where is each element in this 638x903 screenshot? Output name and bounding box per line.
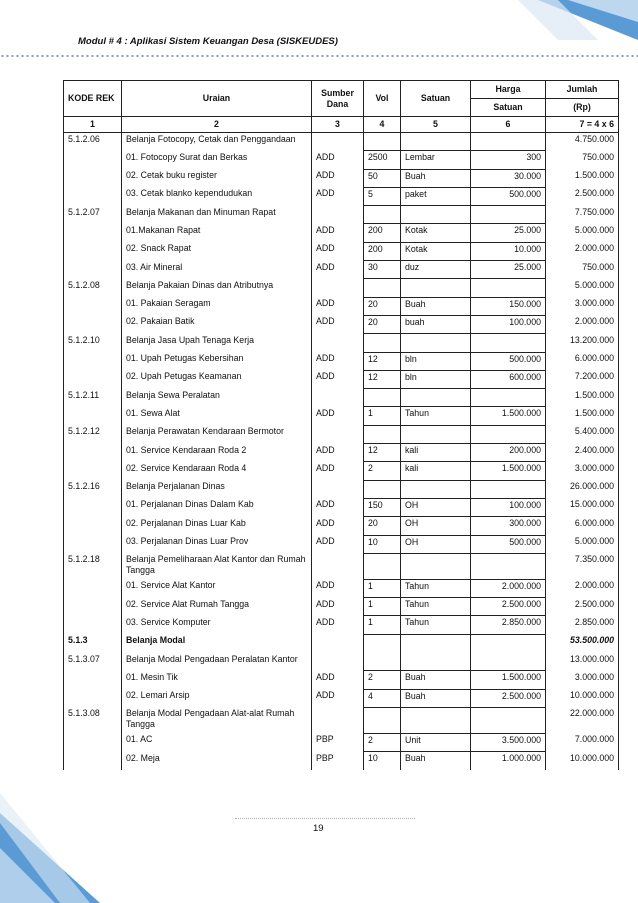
cell-sumber [312, 206, 364, 224]
cell-sumber: ADD [312, 616, 364, 634]
cell-uraian: Belanja Sewa Peralatan [122, 389, 312, 407]
cell-satuan: OH [401, 498, 471, 516]
num-1: 1 [64, 117, 122, 133]
cell-satuan: Kotak [401, 224, 471, 242]
cell-vol: 12 [364, 352, 401, 370]
cell-kode [64, 689, 122, 707]
cell-harga: 1.500.000 [471, 462, 546, 480]
cell-vol: 200 [364, 224, 401, 242]
cell-satuan: OH [401, 535, 471, 553]
cell-harga [471, 279, 546, 297]
cell-uraian: 01. Service Alat Kantor [122, 579, 312, 597]
cell-uraian: Belanja Fotocopy, Cetak dan Penggandaan [122, 133, 312, 151]
table-row [64, 315, 619, 333]
cell-kode [64, 535, 122, 553]
cell-jumlah: 7.000.000 [546, 733, 619, 751]
cell-vol: 12 [364, 370, 401, 388]
cell-harga [471, 334, 546, 352]
cell-satuan: Buah [401, 169, 471, 187]
cell-sumber: PBP [312, 752, 364, 770]
cell-sumber: ADD [312, 579, 364, 597]
cell-sumber [312, 279, 364, 297]
cell-jumlah: 53.500.000 [546, 634, 619, 652]
cell-harga: 2.000.000 [471, 579, 546, 597]
cell-sumber: ADD [312, 151, 364, 169]
cell-satuan [401, 206, 471, 224]
cell-harga: 1.000.000 [471, 752, 546, 770]
cell-uraian: 02. Lemari Arsip [122, 689, 312, 707]
cell-sumber: ADD [312, 462, 364, 480]
cell-harga [471, 206, 546, 224]
cell-satuan [401, 334, 471, 352]
cell-harga: 300 [471, 151, 546, 169]
cell-jumlah: 10.000.000 [546, 752, 619, 770]
cell-harga [471, 425, 546, 443]
table-row [64, 553, 619, 579]
table-row [64, 598, 619, 616]
cell-vol: 150 [364, 498, 401, 516]
cell-harga [471, 133, 546, 151]
cell-uraian: Belanja Makanan dan Minuman Rapat [122, 206, 312, 224]
cell-uraian: 02. Upah Petugas Keamanan [122, 370, 312, 388]
cell-kode: 5.1.2.12 [64, 425, 122, 443]
cell-uraian: 02. Meja [122, 752, 312, 770]
cell-vol: 5 [364, 187, 401, 205]
table-row [64, 498, 619, 516]
cell-jumlah: 3.000.000 [546, 462, 619, 480]
cell-satuan: Unit [401, 733, 471, 751]
cell-harga: 500.000 [471, 187, 546, 205]
cell-harga: 1.500.000 [471, 407, 546, 425]
cell-uraian: Belanja Modal [122, 634, 312, 652]
cell-uraian: 01. AC [122, 733, 312, 751]
table-row [64, 444, 619, 462]
cell-vol: 20 [364, 517, 401, 535]
cell-vol: 2 [364, 462, 401, 480]
num-4: 4 [364, 117, 401, 133]
cell-vol: 1 [364, 598, 401, 616]
table-row [64, 480, 619, 498]
cell-jumlah: 13.000.000 [546, 653, 619, 671]
cell-harga: 300.000 [471, 517, 546, 535]
cell-harga [471, 480, 546, 498]
cell-sumber: ADD [312, 535, 364, 553]
cell-kode: 5.1.2.10 [64, 334, 122, 352]
table-row [64, 370, 619, 388]
cell-satuan: paket [401, 187, 471, 205]
cell-harga [471, 653, 546, 671]
cell-kode: 5.1.2.11 [64, 389, 122, 407]
cell-harga: 1.500.000 [471, 671, 546, 689]
cell-kode [64, 733, 122, 751]
cell-harga: 200.000 [471, 444, 546, 462]
cell-jumlah: 10.000.000 [546, 689, 619, 707]
cell-kode [64, 297, 122, 315]
cell-sumber [312, 553, 364, 579]
cell-uraian: 02. Cetak buku register [122, 169, 312, 187]
cell-vol [364, 480, 401, 498]
cell-harga: 25.000 [471, 261, 546, 279]
cell-kode [64, 224, 122, 242]
cell-kode [64, 462, 122, 480]
cell-sumber [312, 389, 364, 407]
cell-harga: 2.500.000 [471, 598, 546, 616]
cell-satuan: Buah [401, 752, 471, 770]
cell-harga [471, 553, 546, 579]
cell-jumlah: 1.500.000 [546, 389, 619, 407]
corner-decoration-bottom [0, 793, 140, 903]
cell-kode: 5.1.2.18 [64, 553, 122, 579]
cell-vol: 10 [364, 535, 401, 553]
cell-vol: 12 [364, 444, 401, 462]
cell-vol [364, 279, 401, 297]
table-row [64, 634, 619, 652]
cell-jumlah: 22.000.000 [546, 707, 619, 733]
table-row [64, 689, 619, 707]
col-harga: Harga [471, 81, 546, 99]
cell-jumlah: 4.750.000 [546, 133, 619, 151]
cell-uraian: 01. Perjalanan Dinas Dalam Kab [122, 498, 312, 516]
cell-satuan: Tahun [401, 616, 471, 634]
table-row [64, 462, 619, 480]
cell-jumlah: 2.000.000 [546, 315, 619, 333]
cell-jumlah: 1.500.000 [546, 407, 619, 425]
cell-vol: 1 [364, 616, 401, 634]
cell-satuan [401, 389, 471, 407]
corner-decoration-top [498, 0, 638, 40]
cell-vol: 30 [364, 261, 401, 279]
col-jumlah-rp: (Rp) [546, 99, 619, 117]
table-row [64, 206, 619, 224]
table-row [64, 535, 619, 553]
cell-vol: 1 [364, 579, 401, 597]
cell-kode: 5.1.2.07 [64, 206, 122, 224]
table-row [64, 261, 619, 279]
cell-satuan [401, 279, 471, 297]
cell-uraian: Belanja Pakaian Dinas dan Atributnya [122, 279, 312, 297]
cell-uraian: 01. Upah Petugas Kebersihan [122, 352, 312, 370]
table-row [64, 187, 619, 205]
cell-kode: 5.1.3.08 [64, 707, 122, 733]
cell-vol [364, 707, 401, 733]
cell-uraian: Belanja Perjalanan Dinas [122, 480, 312, 498]
table-row [64, 425, 619, 443]
table-row [64, 297, 619, 315]
footer-divider [235, 818, 415, 819]
cell-jumlah: 7.350.000 [546, 553, 619, 579]
cell-sumber: ADD [312, 187, 364, 205]
cell-vol [364, 425, 401, 443]
cell-satuan: Tahun [401, 598, 471, 616]
cell-vol [364, 389, 401, 407]
cell-sumber [312, 334, 364, 352]
table-row [64, 169, 619, 187]
cell-jumlah: 2.500.000 [546, 598, 619, 616]
column-numbering-row [64, 117, 619, 133]
cell-uraian: 02. Snack Rapat [122, 242, 312, 260]
col-sumber-dana: Sumber Dana [312, 81, 364, 117]
cell-vol [364, 334, 401, 352]
num-3: 3 [312, 117, 364, 133]
cell-kode: 5.1.2.08 [64, 279, 122, 297]
table-row [64, 242, 619, 260]
cell-sumber: ADD [312, 352, 364, 370]
cell-sumber [312, 634, 364, 652]
cell-satuan: buah [401, 315, 471, 333]
cell-jumlah: 2.000.000 [546, 242, 619, 260]
cell-jumlah: 7.200.000 [546, 370, 619, 388]
table-row [64, 707, 619, 733]
cell-vol: 200 [364, 242, 401, 260]
cell-satuan: OH [401, 517, 471, 535]
cell-sumber: PBP [312, 733, 364, 751]
cell-sumber: ADD [312, 315, 364, 333]
cell-sumber: ADD [312, 224, 364, 242]
cell-kode [64, 187, 122, 205]
cell-kode [64, 261, 122, 279]
cell-kode [64, 169, 122, 187]
cell-vol: 20 [364, 315, 401, 333]
cell-satuan: Buah [401, 671, 471, 689]
cell-vol [364, 133, 401, 151]
cell-vol: 2 [364, 733, 401, 751]
cell-uraian: 03. Cetak blanko kependudukan [122, 187, 312, 205]
cell-harga: 100.000 [471, 498, 546, 516]
cell-satuan: bln [401, 352, 471, 370]
cell-uraian: 01. Service Kendaraan Roda 2 [122, 444, 312, 462]
cell-kode: 5.1.2.06 [64, 133, 122, 151]
cell-uraian: 01.Makanan Rapat [122, 224, 312, 242]
cell-kode [64, 444, 122, 462]
col-jumlah: Jumlah [546, 81, 619, 99]
cell-sumber: ADD [312, 261, 364, 279]
cell-uraian: 02. Service Kendaraan Roda 4 [122, 462, 312, 480]
cell-uraian: Belanja Modal Pengadaan Peralatan Kantor [122, 653, 312, 671]
cell-jumlah: 7.750.000 [546, 206, 619, 224]
col-vol: Vol [364, 81, 401, 117]
cell-uraian: 02. Perjalanan Dinas Luar Kab [122, 517, 312, 535]
cell-harga: 10.000 [471, 242, 546, 260]
cell-sumber: ADD [312, 407, 364, 425]
cell-sumber [312, 653, 364, 671]
cell-kode [64, 517, 122, 535]
cell-kode [64, 352, 122, 370]
col-kode-rek: KODE REK [64, 81, 122, 117]
table-row [64, 752, 619, 770]
cell-harga: 100.000 [471, 315, 546, 333]
cell-kode [64, 407, 122, 425]
cell-satuan: kali [401, 462, 471, 480]
cell-vol: 20 [364, 297, 401, 315]
cell-uraian: 03. Perjalanan Dinas Luar Prov [122, 535, 312, 553]
cell-satuan: duz [401, 261, 471, 279]
table-row [64, 616, 619, 634]
cell-uraian: Belanja Jasa Upah Tenaga Kerja [122, 334, 312, 352]
dotted-divider [0, 54, 638, 58]
cell-kode [64, 752, 122, 770]
cell-jumlah: 6.000.000 [546, 352, 619, 370]
budget-table [63, 80, 619, 770]
cell-jumlah: 15.000.000 [546, 498, 619, 516]
cell-sumber: ADD [312, 242, 364, 260]
cell-kode [64, 498, 122, 516]
table-row [64, 671, 619, 689]
cell-harga: 500.000 [471, 352, 546, 370]
cell-jumlah: 2.500.000 [546, 187, 619, 205]
cell-harga: 2.500.000 [471, 689, 546, 707]
num-7: 7 = 4 x 6 [546, 117, 619, 133]
cell-uraian: 01. Pakaian Seragam [122, 297, 312, 315]
cell-kode: 5.1.2.16 [64, 480, 122, 498]
cell-satuan [401, 553, 471, 579]
cell-kode [64, 151, 122, 169]
cell-jumlah: 13.200.000 [546, 334, 619, 352]
cell-uraian: Belanja Modal Pengadaan Alat-alat Rumah Tangga [122, 707, 312, 733]
table-row [64, 733, 619, 751]
cell-kode: 5.1.3 [64, 634, 122, 652]
cell-jumlah: 26.000.000 [546, 480, 619, 498]
cell-sumber: ADD [312, 498, 364, 516]
table-row [64, 352, 619, 370]
cell-satuan: Tahun [401, 407, 471, 425]
cell-kode [64, 598, 122, 616]
cell-vol: 4 [364, 689, 401, 707]
cell-sumber: ADD [312, 370, 364, 388]
num-5: 5 [401, 117, 471, 133]
cell-sumber [312, 425, 364, 443]
cell-sumber: ADD [312, 444, 364, 462]
cell-uraian: Belanja Perawatan Kendaraan Bermotor [122, 425, 312, 443]
table-row [64, 151, 619, 169]
cell-harga: 25.000 [471, 224, 546, 242]
cell-uraian: 01. Sewa Alat [122, 407, 312, 425]
cell-sumber: ADD [312, 689, 364, 707]
cell-sumber: ADD [312, 517, 364, 535]
cell-kode [64, 370, 122, 388]
cell-uraian: Belanja Pemeliharaan Alat Kantor dan Rumah Tangga [122, 553, 312, 579]
cell-jumlah: 750.000 [546, 261, 619, 279]
num-6: 6 [471, 117, 546, 133]
cell-satuan: Tahun [401, 579, 471, 597]
cell-vol: 50 [364, 169, 401, 187]
cell-vol [364, 206, 401, 224]
cell-satuan [401, 133, 471, 151]
cell-vol [364, 553, 401, 579]
cell-uraian: 02. Pakaian Batik [122, 315, 312, 333]
cell-kode [64, 242, 122, 260]
cell-satuan: Lembar [401, 151, 471, 169]
table-row [64, 224, 619, 242]
cell-kode [64, 579, 122, 597]
cell-satuan: Buah [401, 297, 471, 315]
cell-uraian: 01. Fotocopy Surat dan Berkas [122, 151, 312, 169]
cell-jumlah: 5.000.000 [546, 279, 619, 297]
cell-kode: 5.1.3.07 [64, 653, 122, 671]
cell-satuan [401, 425, 471, 443]
table-row [64, 133, 619, 151]
col-uraian: Uraian [122, 81, 312, 117]
cell-uraian: 03. Air Mineral [122, 261, 312, 279]
page-number: 19 [313, 823, 324, 834]
cell-jumlah: 1.500.000 [546, 169, 619, 187]
cell-jumlah: 2.850.000 [546, 616, 619, 634]
cell-sumber: ADD [312, 297, 364, 315]
module-title: Modul # 4 : Aplikasi Sistem Keuangan Desa (SISKEUDES) [78, 36, 338, 47]
cell-satuan [401, 634, 471, 652]
col-satuan: Satuan [401, 81, 471, 117]
cell-jumlah: 5.000.000 [546, 224, 619, 242]
cell-satuan [401, 480, 471, 498]
table-row [64, 579, 619, 597]
cell-harga: 600.000 [471, 370, 546, 388]
cell-sumber [312, 707, 364, 733]
cell-uraian: 01. Mesin Tik [122, 671, 312, 689]
cell-vol: 2 [364, 671, 401, 689]
cell-kode [64, 616, 122, 634]
cell-harga [471, 707, 546, 733]
table-row [64, 334, 619, 352]
cell-jumlah: 3.000.000 [546, 297, 619, 315]
cell-sumber: ADD [312, 598, 364, 616]
cell-harga: 2.850.000 [471, 616, 546, 634]
cell-satuan: bln [401, 370, 471, 388]
cell-vol [364, 653, 401, 671]
cell-vol [364, 634, 401, 652]
cell-satuan [401, 653, 471, 671]
table-row [64, 407, 619, 425]
cell-jumlah: 2.400.000 [546, 444, 619, 462]
cell-vol: 2500 [364, 151, 401, 169]
cell-satuan: Buah [401, 689, 471, 707]
cell-harga [471, 634, 546, 652]
cell-satuan [401, 707, 471, 733]
table-row [64, 653, 619, 671]
col-harga-satuan: Satuan [471, 99, 546, 117]
cell-vol: 1 [364, 407, 401, 425]
cell-satuan: kali [401, 444, 471, 462]
cell-jumlah: 5.400.000 [546, 425, 619, 443]
cell-jumlah: 3.000.000 [546, 671, 619, 689]
cell-satuan: Kotak [401, 242, 471, 260]
cell-harga: 500.000 [471, 535, 546, 553]
cell-sumber: ADD [312, 671, 364, 689]
cell-harga [471, 389, 546, 407]
cell-uraian: 03. Service Komputer [122, 616, 312, 634]
num-2: 2 [122, 117, 312, 133]
cell-sumber [312, 133, 364, 151]
cell-jumlah: 2.000.000 [546, 579, 619, 597]
cell-harga: 3.500.000 [471, 733, 546, 751]
cell-kode [64, 315, 122, 333]
cell-sumber: ADD [312, 169, 364, 187]
cell-jumlah: 6.000.000 [546, 517, 619, 535]
cell-kode [64, 671, 122, 689]
cell-harga: 30.000 [471, 169, 546, 187]
cell-vol: 10 [364, 752, 401, 770]
table-row [64, 389, 619, 407]
cell-harga: 150.000 [471, 297, 546, 315]
table-row [64, 517, 619, 535]
cell-jumlah: 750.000 [546, 151, 619, 169]
cell-jumlah: 5.000.000 [546, 535, 619, 553]
table-row [64, 279, 619, 297]
cell-sumber [312, 480, 364, 498]
cell-uraian: 02. Service Alat Rumah Tangga [122, 598, 312, 616]
